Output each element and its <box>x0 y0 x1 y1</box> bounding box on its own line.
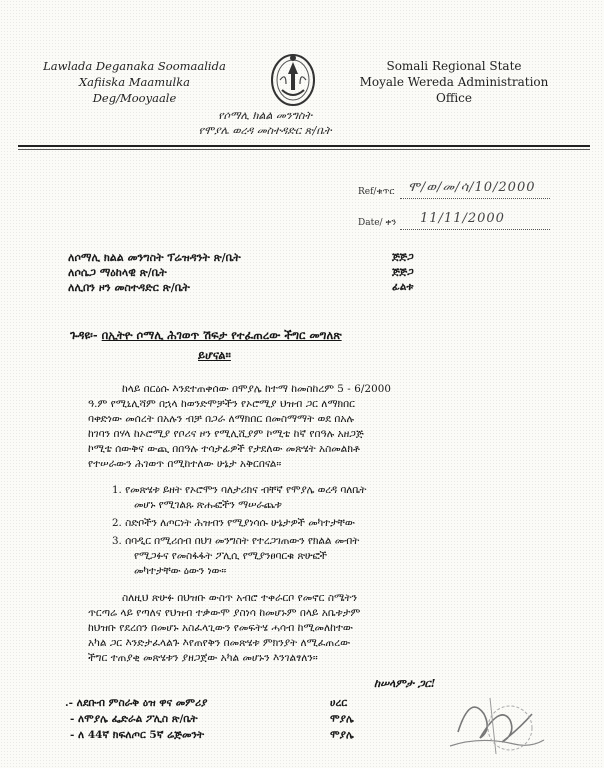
list-item-2 <box>112 517 355 530</box>
cc-item-1 <box>65 697 208 710</box>
header-left-line-1: Lawlada Deganaka Soomaalida <box>43 59 226 73</box>
list-item-1-line-2: መሆኑ የሚገልጹ ጽሑፎችን ማሠራጨቱ <box>134 499 282 511</box>
cc-dash-3: - <box>70 729 79 741</box>
recipient-3-location: ፊልቱ <box>392 281 414 293</box>
list-item-1 <box>112 484 366 497</box>
header-right-line-2: Moyale Wereda Administration <box>359 75 549 89</box>
closing-greeting: ከሠላምታ ጋር! <box>374 677 436 690</box>
list-item-1-line-1: የመጽሄቱ ይዘት የኦሮሞን ባለታሪክና ብቸኛ የሞያሌ ወረዳ ባለቤት <box>125 484 367 496</box>
cc-item-3 <box>70 729 204 742</box>
cc-item-3-name: ለ 44ኛ ክፍለጦር 5ኛ ሬጅመንት <box>78 729 205 741</box>
recipient-1-name: ለሶማሊ ክልል መንግስት ፕሬዝዳንት ጽ/ቤት <box>68 251 241 264</box>
ref-value: ሞ/ወ/መ/ሳ/10/2000 <box>408 180 536 195</box>
body-p1-line-5: ኮሚቴ ሰውቅና ውጪ በበዓሉ ተሳታፊዎች የታደለው መጽሄት አስመልክቶ <box>88 443 360 455</box>
body-p2-line-2: ጥርጣሬ ላይ የጣለና የህዝብ ተቃውሞ ያስነሳ ከመሆኑም በላይ አቤቱታም <box>88 607 361 619</box>
list-item-2-line-1: ስድቦችን ለጦርነት ሕዝብን የሚያነሳሱ ሁኔታዎች መካተታቸው <box>125 517 355 529</box>
list-item-3-num: 3. <box>112 535 122 547</box>
body-p2-line-3: ከህዝቡ የደረሰን በመሆኑ አስፈላጊውን የመፍትሄ ሓሳብ ከሚመለከተው <box>88 622 353 634</box>
date-underline <box>400 229 550 230</box>
header-left <box>22 58 247 106</box>
ref-underline <box>400 198 550 199</box>
body-p2-line-1: ስለዚህ ጽሁፉ በህዝቡ ውስጥ አብሮ ተቀራርቦ የመኖር ስሜትን <box>122 592 358 604</box>
cc-item-1-location: ሀረር <box>330 697 348 709</box>
recipient-2-name: ለሶሴጋ ማዕከላዊ ጽ/ቤት <box>68 266 167 279</box>
subject-text: በኢትዮ ሶማሊ ሕገወጥ ሽፍታ የተፈጠረው ችግር መግለጽ <box>101 328 342 342</box>
recipient-2-location: ጅጅጋ <box>392 266 414 278</box>
cc-dash-1: .- <box>65 697 77 709</box>
header-right <box>338 58 570 106</box>
list-item-1-num: 1. <box>112 484 122 496</box>
cc-dash-2: - <box>70 713 79 725</box>
list-item-2-num: 2. <box>112 517 122 529</box>
header-rule <box>18 145 590 147</box>
body-p2-line-5: ችግር ተጠያቂ መጽሄቱን ያዘጋጀው አካል መሆኑን እንገልፃለን። <box>88 652 318 664</box>
recipient-1-location: ጅጅጋ <box>392 251 414 263</box>
cc-item-3-location: ሞያሌ <box>330 729 354 741</box>
recipient-3-name: ለሊበን ዞን መስተዳድር ጽ/ቤት <box>68 281 190 294</box>
header-left-line-2: Xafiiska Maamulka <box>78 75 191 89</box>
date-value: 11/11/2000 <box>420 211 505 226</box>
signature-icon <box>440 684 550 764</box>
header-center-line-2: የሞያሌ ወረዳ መስተዳድር ጽ/ቤት <box>198 124 332 137</box>
list-item-3-line-3: መካተታቸው ዕውን ነው። <box>134 565 227 577</box>
body-p2-line-4: አካል ጋር እንድታፈላልጉ እየጠየቅን በመጽሄቱ ምክንያት ለሚፈጠረው <box>88 637 351 649</box>
cc-item-1-name: ለደቡብ ምስራቅ ዕዝ ዋና መምሪያ <box>76 697 208 709</box>
subject-continuation: ይሆናል። <box>198 348 231 362</box>
cc-item-2 <box>70 713 198 726</box>
header-center-line-1: የሶማሊ ክልል መንግስት <box>218 109 312 122</box>
list-item-3-line-1: ሰባዲር በሚሪሰብ በህገ መንግስት የተረጋገጠውን የክልል መብት <box>125 535 360 547</box>
body-p1-line-3: ባቀድነው መሰረት በአሉን ብቻ በጋራ ለማክበር በመስማማት ወደ በአሉ <box>88 413 354 425</box>
ref-label: Ref/ቁጥር <box>358 187 395 197</box>
subject-label: ጉዳዩ፡- <box>70 328 98 342</box>
body-p1-line-6: የተሠራውን ሕገወጥ በሚከተለው ሁኔታ አቅርበናል። <box>88 458 282 470</box>
date-label: Date/ ቀን <box>358 218 397 228</box>
header-left-line-3: Deg/Mooyaale <box>92 91 177 105</box>
list-item-3-line-2: የሚጋፉና የመስፋፋት ፖሊሲ የሚያንፀባርቁ ጽሁፎች <box>134 550 327 562</box>
regional-emblem-icon <box>268 50 318 108</box>
body-p1-line-1: ከላይ በርዕሱ እንደተጠቀሰው በሞያሌ ከተማ ከመስከረም 5 - 6/2000 <box>122 383 392 395</box>
body-p1-line-4: ከገባን በሃላ ከኦሮሚያ የቦሪና ዞን የሚሊሺያም ኮሚቴ ከኛ የበዓሉ አዘጋጅ <box>88 428 364 440</box>
header-rule-thin <box>18 149 590 150</box>
header-right-line-1: Somali Regional State <box>386 59 522 73</box>
header-right-line-3: Office <box>435 91 473 105</box>
body-p1-line-2: ዓ.ም የሚኒሊሻም በኋላ ከወንድሞቻችን የኦሮሚያ ህዝብ ጋር ለማክበር <box>88 398 355 410</box>
header-center <box>150 108 380 138</box>
subject-line <box>70 327 540 344</box>
cc-item-2-name: ለሞያሌ ፌድራል ፖሊስ ጽ/ቤት <box>78 713 198 725</box>
list-item-3 <box>112 535 359 548</box>
cc-item-2-location: ሞያሌ <box>330 713 354 725</box>
